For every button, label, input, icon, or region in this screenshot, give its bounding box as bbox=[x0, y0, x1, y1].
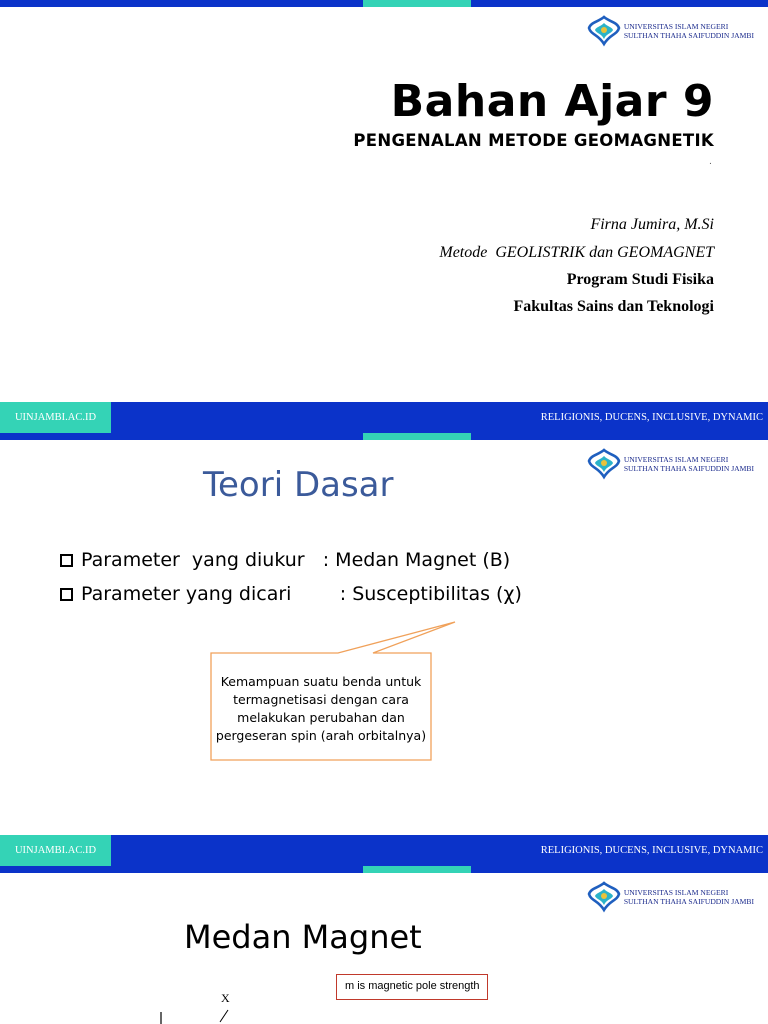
stray-dot: . bbox=[709, 157, 712, 167]
university-logo bbox=[587, 881, 754, 913]
top-bar-accent bbox=[363, 0, 471, 7]
logo-line-1: UNIVERSITAS ISLAM NEGERI bbox=[623, 888, 729, 897]
slide-title: Medan Magnet bbox=[184, 918, 422, 956]
slide-subtitle: PENGENALAN METODE GEOMAGNETIK bbox=[353, 131, 714, 150]
bullet-item bbox=[60, 549, 510, 571]
slide-title: Bahan Ajar 9 bbox=[390, 76, 714, 127]
slide-2 bbox=[0, 433, 768, 866]
logo-line-1: UNIVERSITAS ISLAM NEGERI bbox=[623, 455, 729, 464]
callout-text: Kemampuan suatu benda untuk termagnetisasi dengan cara melakukan perubahan dan pergeseran spin (arah orbitalnya) bbox=[215, 674, 427, 743]
checkbox-bullet-icon bbox=[60, 588, 73, 601]
footer-website-link[interactable]: UINJAMBI.AC.ID bbox=[0, 402, 111, 433]
logo-line-2: SULTHAN THAHA SAIFUDDIN JAMBI bbox=[623, 464, 754, 473]
university-emblem-icon bbox=[587, 15, 621, 47]
course-name: Metode GEOLISTRIK dan GEOMAGNET bbox=[439, 244, 714, 261]
checkbox-bullet-icon bbox=[60, 554, 73, 567]
logo-line-2: SULTHAN THAHA SAIFUDDIN JAMBI bbox=[623, 31, 754, 40]
program-name: Program Studi Fisika bbox=[566, 271, 714, 288]
footer-website-link[interactable]: UINJAMBI.AC.ID bbox=[0, 835, 111, 866]
slide-1 bbox=[0, 0, 768, 433]
logo-line-2: SULTHAN THAHA SAIFUDDIN JAMBI bbox=[623, 897, 754, 906]
slide-title: Teori Dasar bbox=[203, 465, 394, 505]
footer-bar bbox=[0, 402, 768, 433]
bullet-item bbox=[60, 583, 522, 605]
logo-line-1: UNIVERSITAS ISLAM NEGERI bbox=[623, 22, 729, 31]
bullet-text: Parameter yang diukur : Medan Magnet (B) bbox=[81, 549, 511, 571]
top-bar-accent bbox=[363, 866, 471, 873]
faculty-name: Fakultas Sains dan Teknologi bbox=[513, 298, 714, 315]
top-bar-accent bbox=[363, 433, 471, 440]
diagram-axes bbox=[150, 1004, 240, 1024]
footer-motto: RELIGIONIS, DUCENS, INCLUSIVE, DYNAMIC bbox=[540, 412, 763, 423]
pole-strength-note: m is magnetic pole strength bbox=[336, 974, 488, 1000]
top-bar bbox=[0, 0, 768, 7]
university-logo bbox=[587, 15, 754, 47]
bullet-text: Parameter yang dicari : Susceptibilitas (χ) bbox=[81, 583, 522, 605]
footer-motto: RELIGIONIS, DUCENS, INCLUSIVE, DYNAMIC bbox=[540, 845, 763, 856]
slide-3 bbox=[0, 866, 768, 1024]
axis-label-x: X bbox=[221, 991, 230, 1005]
university-logo bbox=[587, 448, 754, 480]
author-name: Firna Jumira, M.Si bbox=[590, 216, 714, 233]
top-bar bbox=[0, 866, 768, 873]
footer-bar bbox=[0, 835, 768, 866]
university-emblem-icon bbox=[587, 881, 621, 913]
top-bar bbox=[0, 433, 768, 440]
university-emblem-icon bbox=[587, 448, 621, 480]
